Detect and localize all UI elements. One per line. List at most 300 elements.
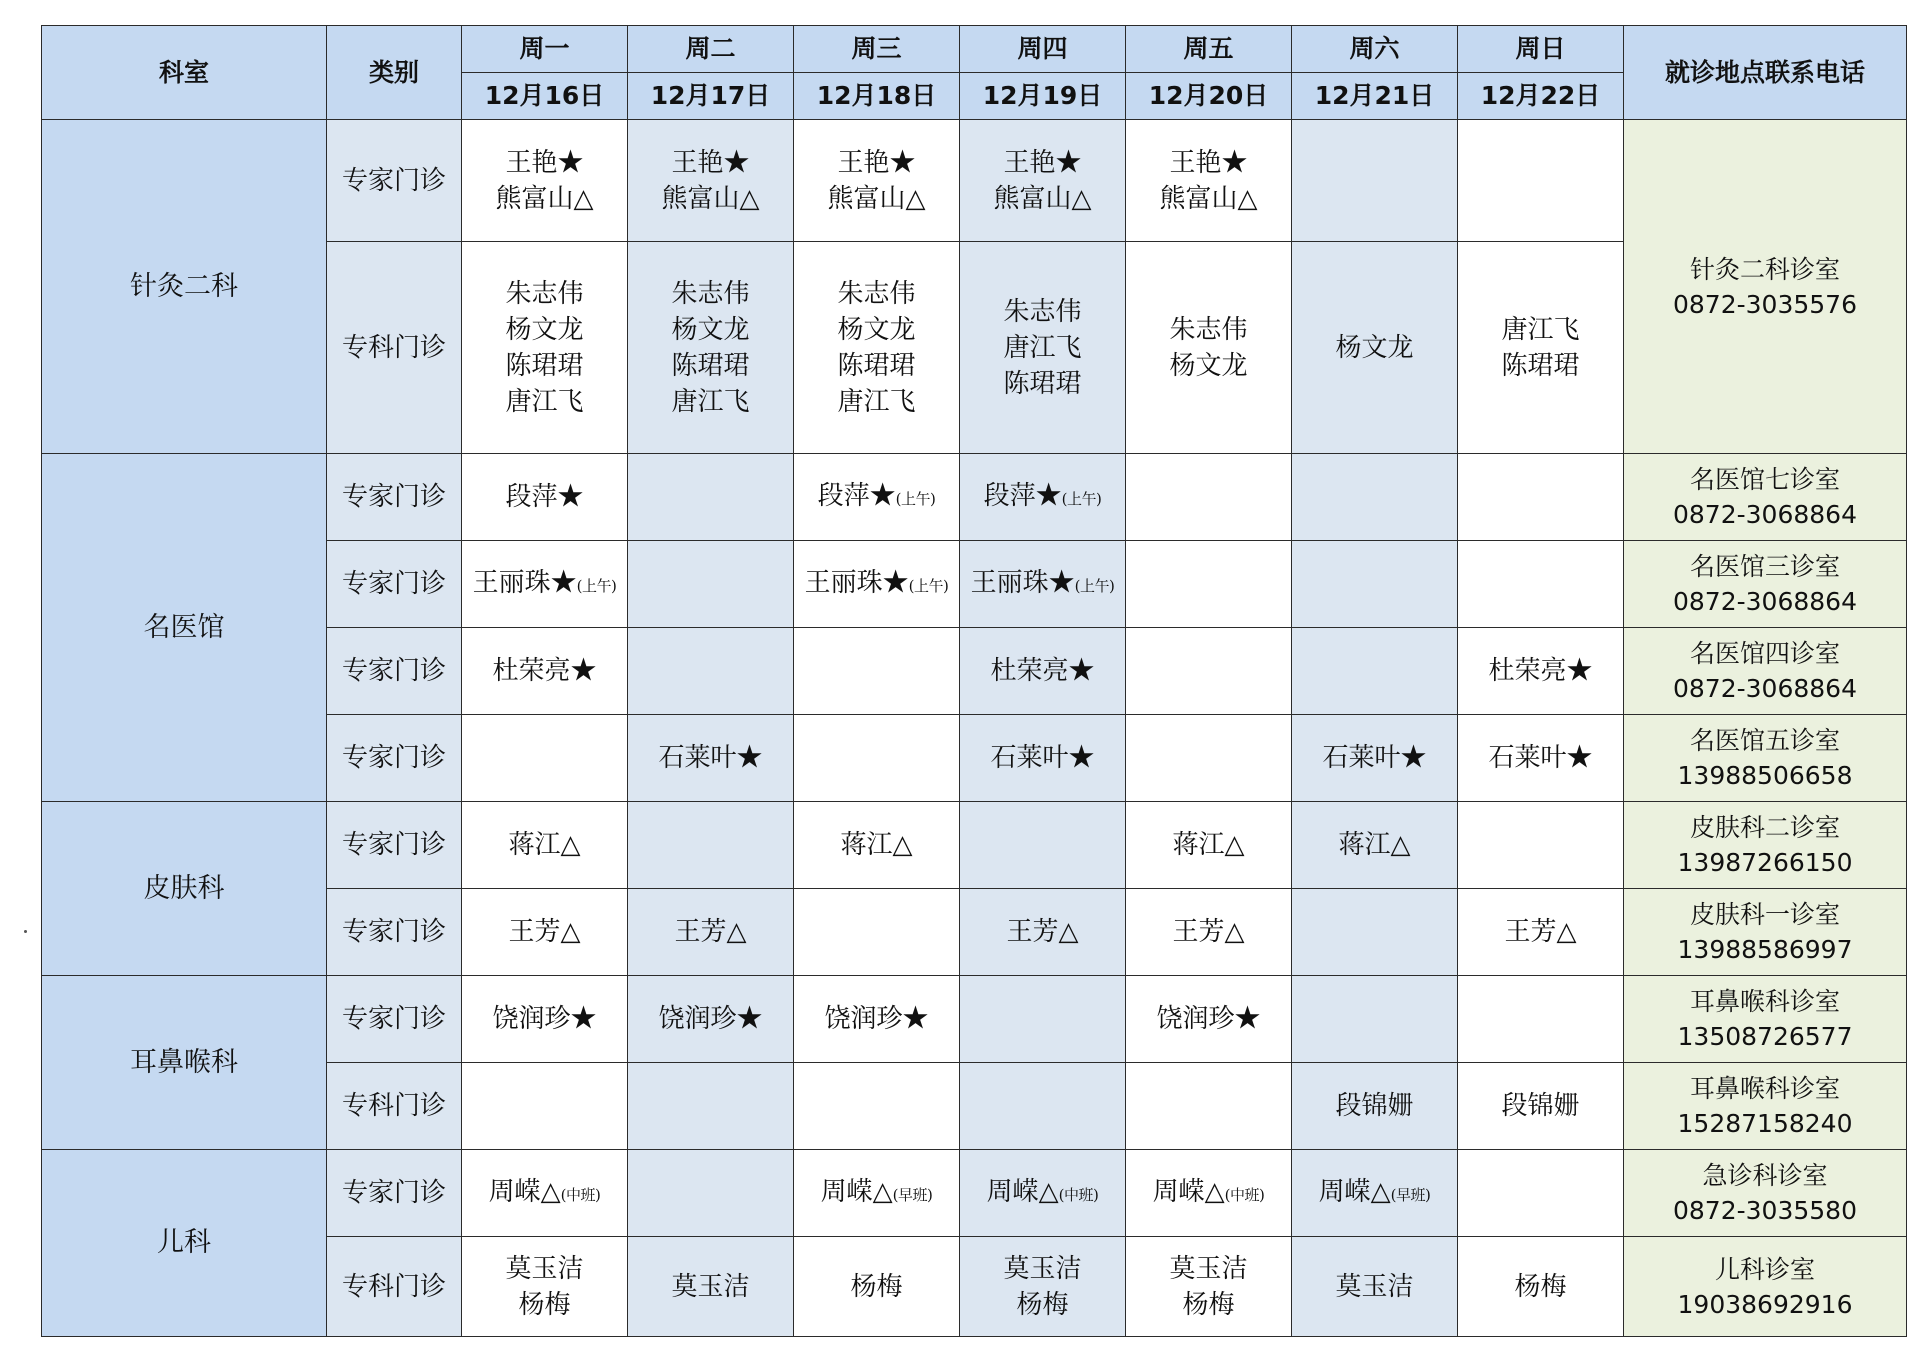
location-cell xyxy=(1624,802,1907,889)
doctor-entry xyxy=(628,181,793,217)
doctor-name: 王芳△ xyxy=(1172,917,1245,947)
doctor-entry xyxy=(462,145,627,181)
doctor-name: 陈珺珺 xyxy=(671,350,750,381)
doctor-name: 蒋江△ xyxy=(840,830,913,860)
category-cell: 专科门诊 xyxy=(327,1063,462,1150)
doctor-entry xyxy=(1458,740,1623,776)
shift-note: (早班) xyxy=(892,1185,933,1204)
schedule-cell-sun xyxy=(1458,1237,1624,1337)
schedule-cell-sat xyxy=(1292,1237,1458,1337)
room-name: 名医馆四诊室 xyxy=(1689,639,1840,668)
doctor-entry xyxy=(794,1174,959,1213)
doctor-name: 杜荣亮★ xyxy=(1488,656,1593,686)
doctor-name: 段萍★ xyxy=(983,480,1062,511)
doctor-name: 王芳△ xyxy=(508,917,581,947)
location-cell xyxy=(1624,628,1907,715)
schedule-cell-sun xyxy=(1458,1063,1624,1150)
category-cell: 专家门诊 xyxy=(327,715,462,802)
category-cell: 专家门诊 xyxy=(327,802,462,889)
schedule-cell-tue xyxy=(628,1063,794,1150)
doctor-name: 熊富山△ xyxy=(495,183,594,214)
schedule-cell-mon xyxy=(462,715,628,802)
doctor-entry xyxy=(462,384,627,420)
doctor-entry xyxy=(628,145,793,181)
schedule-cell-thu xyxy=(960,802,1126,889)
doctor-entry xyxy=(1292,740,1457,776)
doctor-entry xyxy=(794,181,959,217)
doctor-entry xyxy=(794,1269,959,1305)
doctor-name: 周嵘△ xyxy=(488,1176,561,1207)
schedule-cell-fri xyxy=(1126,802,1292,889)
doctor-entry xyxy=(960,1174,1125,1213)
category-cell: 专家门诊 xyxy=(327,120,462,242)
schedule-cell-thu xyxy=(960,976,1126,1063)
doctor-name: 王丽珠★ xyxy=(970,567,1075,598)
doctor-entry xyxy=(462,276,627,312)
doctor-entry xyxy=(794,145,959,181)
schedule-cell-tue xyxy=(628,1150,794,1237)
schedule-cell-sun xyxy=(1458,802,1624,889)
doctor-schedule-table xyxy=(41,25,1907,1337)
doctor-entry xyxy=(462,1251,627,1287)
doctor-entry xyxy=(960,1251,1125,1287)
doctor-name: 熊富山△ xyxy=(993,183,1092,214)
doctor-name: 朱志伟 xyxy=(671,278,750,309)
doctor-name: 唐江飞 xyxy=(837,386,916,417)
schedule-cell-fri xyxy=(1126,120,1292,242)
doctor-name: 周嵘△ xyxy=(986,1176,1059,1207)
schedule-cell-mon xyxy=(462,541,628,628)
schedule-cell-thu xyxy=(960,454,1126,541)
doctor-name: 石莱叶★ xyxy=(1322,743,1427,773)
schedule-cell-thu xyxy=(960,715,1126,802)
shift-note: (中班) xyxy=(560,1185,601,1204)
doctor-name: 饶润珍★ xyxy=(492,1004,597,1034)
doctor-name: 蒋江△ xyxy=(1172,830,1245,860)
doctor-name: 杨梅 xyxy=(850,1271,903,1302)
schedule-cell-thu xyxy=(960,628,1126,715)
doctor-entry xyxy=(462,653,627,689)
schedule-cell-mon xyxy=(462,1237,628,1337)
doctor-name: 饶润珍★ xyxy=(658,1004,763,1034)
schedule-cell-mon xyxy=(462,1150,628,1237)
doctor-entry xyxy=(1126,312,1291,348)
table-row xyxy=(42,120,1907,242)
phone-number: 0872-3068864 xyxy=(1673,500,1857,529)
doctor-entry xyxy=(1126,1251,1291,1287)
doctor-name: 杨文龙 xyxy=(671,314,750,345)
schedule-cell-sat xyxy=(1292,628,1458,715)
doctor-entry xyxy=(1292,1269,1457,1305)
doctor-name: 朱志伟 xyxy=(1169,314,1248,345)
weekday-header-sun: 周日 xyxy=(1458,26,1624,73)
schedule-cell-tue xyxy=(628,802,794,889)
schedule-cell-sat xyxy=(1292,715,1458,802)
schedule-cell-fri xyxy=(1126,1063,1292,1150)
schedule-cell-thu xyxy=(960,541,1126,628)
schedule-cell-thu xyxy=(960,1150,1126,1237)
category-cell: 专科门诊 xyxy=(327,242,462,454)
doctor-name: 杨梅 xyxy=(1016,1289,1069,1320)
doctor-entry xyxy=(1126,348,1291,384)
phone-number: 0872-3068864 xyxy=(1673,674,1857,703)
doctor-entry xyxy=(1458,914,1623,950)
doctor-name: 段萍★ xyxy=(817,480,896,511)
doctor-name: 王丽珠★ xyxy=(804,567,909,598)
doctor-name: 段锦姗 xyxy=(1501,1091,1580,1121)
phone-number: 0872-3068864 xyxy=(1673,587,1857,616)
weekday-header-wed: 周三 xyxy=(794,26,960,73)
room-name: 名医馆三诊室 xyxy=(1689,552,1840,581)
schedule-cell-wed xyxy=(794,541,960,628)
doctor-name: 石莱叶★ xyxy=(1488,743,1593,773)
doctor-name: 饶润珍★ xyxy=(824,1004,929,1034)
date-header-thu: 12月19日 xyxy=(960,73,1126,120)
doctor-entry xyxy=(960,181,1125,217)
doctor-name: 王芳△ xyxy=(1006,917,1079,947)
schedule-cell-sat xyxy=(1292,802,1458,889)
schedule-cell-fri xyxy=(1126,715,1292,802)
phone-number: 13987266150 xyxy=(1677,848,1853,877)
table-row xyxy=(42,976,1907,1063)
room-name: 耳鼻喉科诊室 xyxy=(1689,1074,1840,1103)
room-name: 皮肤科一诊室 xyxy=(1689,900,1840,929)
category-cell: 专家门诊 xyxy=(327,628,462,715)
schedule-cell-mon xyxy=(462,242,628,454)
doctor-name: 熊富山△ xyxy=(1159,183,1258,214)
location-header: 就诊地点联系电话 xyxy=(1624,26,1907,120)
doctor-name: 杨文龙 xyxy=(1335,332,1414,363)
doctor-name: 王艳★ xyxy=(505,147,584,178)
shift-note: (早班) xyxy=(1390,1185,1431,1204)
doctor-entry xyxy=(462,312,627,348)
phone-number: 0872-3035576 xyxy=(1673,289,1857,319)
doctor-entry xyxy=(1126,1174,1291,1213)
doctor-entry xyxy=(960,740,1125,776)
table-header xyxy=(42,26,1907,120)
date-header-mon: 12月16日 xyxy=(462,73,628,120)
doctor-name: 陈珺珺 xyxy=(837,350,916,381)
doctor-entry xyxy=(1126,1287,1291,1323)
schedule-cell-tue xyxy=(628,120,794,242)
doctor-name: 朱志伟 xyxy=(837,278,916,309)
room-name: 名医馆七诊室 xyxy=(1689,465,1840,494)
department-name: 耳鼻喉科 xyxy=(42,976,327,1150)
doctor-name: 陈珺珺 xyxy=(505,350,584,381)
doctor-entry xyxy=(628,312,793,348)
schedule-cell-fri xyxy=(1126,1237,1292,1337)
location-cell xyxy=(1624,454,1907,541)
location-cell xyxy=(1624,1237,1907,1337)
doctor-entry xyxy=(1292,827,1457,863)
phone-number: 19038692916 xyxy=(1677,1289,1853,1319)
schedule-cell-wed xyxy=(794,715,960,802)
schedule-cell-mon xyxy=(462,454,628,541)
location-cell xyxy=(1624,889,1907,976)
doctor-name: 蒋江△ xyxy=(1338,830,1411,860)
doctor-name: 石莱叶★ xyxy=(990,743,1095,773)
doctor-name: 莫玉洁 xyxy=(505,1253,584,1284)
schedule-cell-fri xyxy=(1126,454,1292,541)
doctor-name: 莫玉洁 xyxy=(1169,1253,1248,1284)
weekday-header-sat: 周六 xyxy=(1292,26,1458,73)
doctor-entry xyxy=(1458,653,1623,689)
doctor-name: 王丽珠★ xyxy=(472,567,577,598)
doctor-entry xyxy=(628,1269,793,1305)
shift-note: (上午) xyxy=(1074,576,1115,595)
schedule-cell-sat xyxy=(1292,242,1458,454)
schedule-cell-wed xyxy=(794,1150,960,1237)
schedule-cell-sun xyxy=(1458,1150,1624,1237)
location-cell xyxy=(1624,1063,1907,1150)
table-row xyxy=(42,454,1907,541)
schedule-cell-tue xyxy=(628,715,794,802)
schedule-cell-sun xyxy=(1458,715,1624,802)
doctor-entry xyxy=(628,348,793,384)
category-cell: 专家门诊 xyxy=(327,1150,462,1237)
doctor-entry xyxy=(462,348,627,384)
date-header-wed: 12月18日 xyxy=(794,73,960,120)
schedule-cell-sat xyxy=(1292,976,1458,1063)
doctor-name: 王艳★ xyxy=(1003,147,1082,178)
schedule-cell-fri xyxy=(1126,541,1292,628)
doctor-entry xyxy=(628,914,793,950)
schedule-cell-fri xyxy=(1126,628,1292,715)
doctor-name: 杨文龙 xyxy=(837,314,916,345)
date-header-tue: 12月17日 xyxy=(628,73,794,120)
doctor-entry xyxy=(1126,145,1291,181)
doctor-entry xyxy=(462,479,627,515)
location-cell xyxy=(1624,1150,1907,1237)
schedule-cell-tue xyxy=(628,242,794,454)
department-name: 针灸二科 xyxy=(42,120,327,454)
doctor-name: 杜荣亮★ xyxy=(492,656,597,686)
doctor-entry xyxy=(960,294,1125,330)
doctor-entry xyxy=(1458,348,1623,384)
schedule-cell-fri xyxy=(1126,889,1292,976)
doctor-entry xyxy=(1292,1088,1457,1124)
doctor-name: 王艳★ xyxy=(1169,147,1248,178)
schedule-cell-tue xyxy=(628,454,794,541)
doctor-entry xyxy=(462,1174,627,1213)
doctor-name: 王艳★ xyxy=(837,147,916,178)
schedule-cell-mon xyxy=(462,628,628,715)
doctor-entry xyxy=(1458,312,1623,348)
doctor-entry xyxy=(1126,914,1291,950)
weekday-header-fri: 周五 xyxy=(1126,26,1292,73)
doctor-name: 唐江飞 xyxy=(671,386,750,417)
doctor-entry xyxy=(462,565,627,604)
phone-number: 13508726577 xyxy=(1677,1022,1853,1051)
doctor-entry xyxy=(628,384,793,420)
category-cell: 专科门诊 xyxy=(327,1237,462,1337)
doctor-name: 王艳★ xyxy=(671,147,750,178)
schedule-cell-sat xyxy=(1292,541,1458,628)
doctor-entry xyxy=(794,478,959,517)
doctor-entry xyxy=(1292,330,1457,366)
doctor-entry xyxy=(960,478,1125,517)
doctor-entry xyxy=(628,276,793,312)
doctor-name: 周嵘△ xyxy=(1318,1176,1391,1207)
doctor-entry xyxy=(462,181,627,217)
phone-number: 13988506658 xyxy=(1677,761,1853,790)
doctor-entry xyxy=(960,653,1125,689)
table-row xyxy=(42,802,1907,889)
doctor-name: 杨文龙 xyxy=(505,314,584,345)
location-cell xyxy=(1624,715,1907,802)
schedule-cell-thu xyxy=(960,242,1126,454)
schedule-cell-sat xyxy=(1292,889,1458,976)
table-body xyxy=(42,120,1907,1337)
doctor-entry xyxy=(1292,1174,1457,1213)
schedule-cell-wed xyxy=(794,1063,960,1150)
doctor-name: 熊富山△ xyxy=(661,183,760,214)
doctor-entry xyxy=(960,1287,1125,1323)
doctor-name: 陈珺珺 xyxy=(1501,350,1580,381)
schedule-cell-sun xyxy=(1458,242,1624,454)
shift-note: (中班) xyxy=(1224,1185,1265,1204)
department-name: 儿科 xyxy=(42,1150,327,1337)
department-name: 皮肤科 xyxy=(42,802,327,976)
weekday-header-thu: 周四 xyxy=(960,26,1126,73)
doctor-entry xyxy=(960,914,1125,950)
doctor-entry xyxy=(794,565,959,604)
schedule-cell-mon xyxy=(462,889,628,976)
schedule-cell-thu xyxy=(960,1237,1126,1337)
schedule-cell-fri xyxy=(1126,976,1292,1063)
schedule-cell-mon xyxy=(462,120,628,242)
schedule-cell-tue xyxy=(628,628,794,715)
dept-header: 科室 xyxy=(42,26,327,120)
room-name: 儿科诊室 xyxy=(1714,1254,1815,1284)
table-row xyxy=(42,1150,1907,1237)
doctor-name: 杨梅 xyxy=(518,1289,571,1320)
schedule-cell-tue xyxy=(628,541,794,628)
weekday-header-mon: 周一 xyxy=(462,26,628,73)
doctor-name: 王芳△ xyxy=(1504,917,1577,947)
doctor-entry xyxy=(1126,1001,1291,1037)
location-cell xyxy=(1624,541,1907,628)
schedule-cell-sat xyxy=(1292,454,1458,541)
schedule-cell-wed xyxy=(794,120,960,242)
doctor-name: 段锦姗 xyxy=(1335,1091,1414,1121)
doctor-name: 熊富山△ xyxy=(827,183,926,214)
location-cell xyxy=(1624,976,1907,1063)
category-header: 类别 xyxy=(327,26,462,120)
doctor-name: 朱志伟 xyxy=(505,278,584,309)
schedule-cell-mon xyxy=(462,976,628,1063)
doctor-name: 王芳△ xyxy=(674,917,747,947)
doctor-entry xyxy=(462,1287,627,1323)
doctor-name: 周嵘△ xyxy=(820,1176,893,1207)
schedule-cell-sat xyxy=(1292,1063,1458,1150)
doctor-entry xyxy=(628,1001,793,1037)
doctor-entry xyxy=(960,565,1125,604)
doctor-name: 莫玉洁 xyxy=(1335,1271,1414,1302)
date-header-sat: 12月21日 xyxy=(1292,73,1458,120)
schedule-cell-sun xyxy=(1458,541,1624,628)
department-name: 名医馆 xyxy=(42,454,327,802)
doctor-name: 杨梅 xyxy=(1182,1289,1235,1320)
doctor-name: 唐江飞 xyxy=(505,386,584,417)
category-cell: 专家门诊 xyxy=(327,454,462,541)
doctor-entry xyxy=(1458,1088,1623,1124)
schedule-cell-wed xyxy=(794,802,960,889)
schedule-cell-wed xyxy=(794,1237,960,1337)
doctor-entry xyxy=(794,1001,959,1037)
weekday-header-tue: 周二 xyxy=(628,26,794,73)
schedule-cell-wed xyxy=(794,628,960,715)
category-cell: 专家门诊 xyxy=(327,976,462,1063)
category-cell: 专家门诊 xyxy=(327,889,462,976)
schedule-cell-fri xyxy=(1126,242,1292,454)
doctor-entry xyxy=(1458,1269,1623,1305)
doctor-name: 朱志伟 xyxy=(1003,296,1082,327)
doctor-name: 蒋江△ xyxy=(508,830,581,860)
doctor-name: 莫玉洁 xyxy=(1003,1253,1082,1284)
doctor-name: 杨文龙 xyxy=(1169,350,1248,381)
doctor-entry xyxy=(794,827,959,863)
doctor-entry xyxy=(628,740,793,776)
doctor-entry xyxy=(960,366,1125,402)
stray-dot xyxy=(24,930,27,933)
doctor-entry xyxy=(794,276,959,312)
shift-note: (中班) xyxy=(1058,1185,1099,1204)
phone-number: 15287158240 xyxy=(1677,1109,1853,1138)
shift-note: (上午) xyxy=(908,576,949,595)
schedule-cell-sun xyxy=(1458,120,1624,242)
schedule-cell-wed xyxy=(794,454,960,541)
doctor-entry xyxy=(794,312,959,348)
schedule-cell-mon xyxy=(462,802,628,889)
shift-note: (上午) xyxy=(576,576,617,595)
date-header-sun: 12月22日 xyxy=(1458,73,1624,120)
shift-note: (上午) xyxy=(1061,489,1102,508)
shift-note: (上午) xyxy=(895,489,936,508)
schedule-cell-sun xyxy=(1458,976,1624,1063)
schedule-cell-tue xyxy=(628,976,794,1063)
doctor-name: 饶润珍★ xyxy=(1156,1004,1261,1034)
schedule-cell-sun xyxy=(1458,454,1624,541)
doctor-name: 陈珺珺 xyxy=(1003,368,1082,399)
room-name: 针灸二科诊室 xyxy=(1689,254,1840,284)
doctor-entry xyxy=(1126,181,1291,217)
doctor-entry xyxy=(794,348,959,384)
schedule-cell-fri xyxy=(1126,1150,1292,1237)
phone-number: 13988586997 xyxy=(1677,935,1853,964)
schedule-cell-tue xyxy=(628,889,794,976)
doctor-name: 杜荣亮★ xyxy=(990,656,1095,686)
doctor-entry xyxy=(462,1001,627,1037)
doctor-entry xyxy=(462,914,627,950)
schedule-cell-thu xyxy=(960,889,1126,976)
doctor-entry xyxy=(462,827,627,863)
location-cell xyxy=(1624,120,1907,454)
doctor-name: 石莱叶★ xyxy=(658,743,763,773)
schedule-cell-tue xyxy=(628,1237,794,1337)
doctor-entry xyxy=(960,145,1125,181)
doctor-name: 周嵘△ xyxy=(1152,1176,1225,1207)
room-name: 耳鼻喉科诊室 xyxy=(1689,987,1840,1016)
schedule-cell-thu xyxy=(960,1063,1126,1150)
schedule-cell-wed xyxy=(794,976,960,1063)
room-name: 名医馆五诊室 xyxy=(1689,726,1840,755)
schedule-cell-mon xyxy=(462,1063,628,1150)
doctor-name: 段萍★ xyxy=(505,482,584,512)
phone-number: 0872-3035580 xyxy=(1673,1196,1857,1225)
date-header-fri: 12月20日 xyxy=(1126,73,1292,120)
doctor-entry xyxy=(794,384,959,420)
